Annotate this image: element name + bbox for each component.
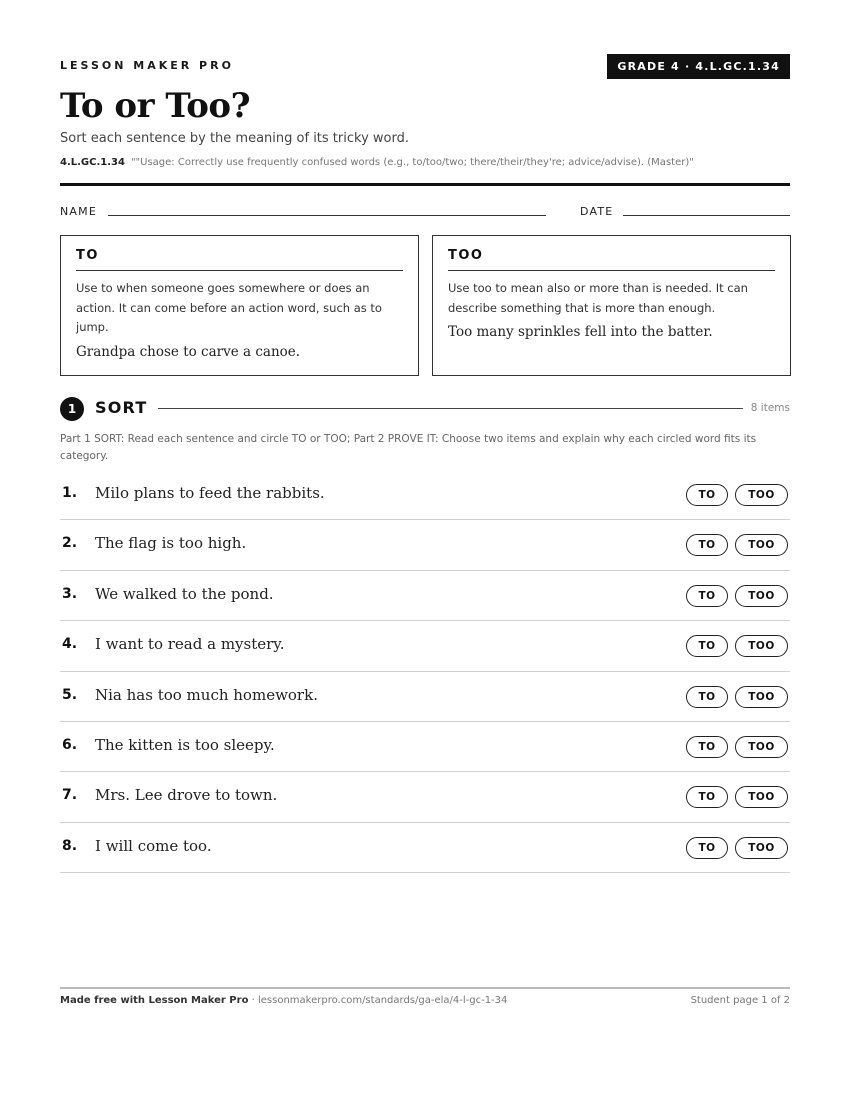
standard-description: ""Usage: Correctly use frequently confused words (e.g., to/too/two; there/their/they're; advice/advise). (Master)" (130, 157, 694, 168)
item-sentence: Milo plans to feed the rabbits. (95, 484, 325, 502)
item-number: 2. (62, 535, 78, 552)
item-count: 8 items (750, 402, 790, 414)
section-title: SORT (95, 398, 148, 417)
standard-code: 4.L.GC.1.34 (60, 157, 125, 168)
definition-heading: TO (76, 248, 403, 271)
list-item (60, 772, 790, 822)
page-subtitle: Sort each sentence by the meaning of its tricky word. (60, 131, 409, 146)
item-sentence: The kitten is too sleepy. (95, 735, 275, 754)
too-option-button[interactable]: TOO (735, 686, 788, 708)
too-option-button[interactable]: TOO (735, 534, 788, 556)
list-item (60, 571, 790, 621)
to-option-button[interactable]: TO (686, 837, 728, 859)
item-number: 5. (62, 686, 78, 703)
definition-text: Use too to mean also or more than is needed. It can describe something that is more than enough. (448, 281, 748, 315)
item-number: 3. (62, 585, 78, 602)
list-item (60, 722, 790, 772)
too-option-button[interactable]: TOO (735, 585, 788, 607)
to-option-button[interactable]: TO (686, 534, 728, 556)
list-item (60, 823, 790, 873)
to-option-button[interactable]: TO (686, 585, 728, 607)
section-number-badge: 1 (60, 397, 84, 421)
too-option-button[interactable]: TOO (735, 837, 788, 859)
item-sentence: Mrs. Lee drove to town. (95, 786, 278, 805)
item-sentence: I want to read a mystery. (95, 635, 285, 654)
footer-divider (60, 987, 790, 989)
definition-box-too (432, 235, 791, 376)
to-option-button[interactable]: TO (686, 736, 728, 758)
item-sentence: Nia has too much homework. (95, 685, 318, 704)
section-instructions: Part 1 SORT: Read each sentence and circle TO or TOO; Part 2 PROVE IT: Choose two items and explain why each circled word fits its category. (60, 433, 757, 462)
name-field[interactable] (108, 215, 546, 216)
item-number: 8. (62, 837, 78, 854)
item-sentence: The flag is too high. (95, 534, 247, 553)
definition-example: Grandpa chose to carve a canoe. (76, 343, 301, 360)
date-field[interactable] (623, 215, 790, 216)
section-divider (158, 408, 743, 409)
item-number: 1. (62, 485, 78, 501)
too-option-button[interactable]: TOO (735, 736, 788, 758)
to-option-button[interactable]: TO (686, 484, 728, 506)
page-title: To or Too? (60, 86, 251, 126)
list-item (60, 621, 790, 671)
list-item (60, 470, 790, 520)
item-sentence: We walked to the pond. (95, 584, 274, 603)
footer-url[interactable]: · lessonmakerpro.com/standards/ga-ela/4-l-gc-1-34 (248, 995, 508, 1006)
name-label: NAME (60, 205, 97, 218)
item-number: 4. (62, 636, 78, 653)
to-option-button[interactable]: TO (686, 635, 728, 657)
definition-text: Use to when someone goes somewhere or does an action. It can come before an action word, such as to jump. (76, 281, 382, 334)
too-option-button[interactable]: TOO (735, 786, 788, 808)
item-sentence: I will come too. (95, 836, 212, 855)
definition-box-to (60, 235, 419, 376)
too-option-button[interactable]: TOO (735, 635, 788, 657)
item-number: 6. (62, 736, 78, 753)
list-item (60, 672, 790, 722)
sentence-list (60, 470, 790, 873)
date-label: DATE (580, 205, 614, 218)
list-item (60, 520, 790, 570)
definition-example: Too many sprinkles fell into the batter. (448, 324, 713, 340)
footer-page-number: Student page 1 of 2 (690, 995, 790, 1006)
worksheet-page (60, 0, 790, 1100)
grade-badge: GRADE 4 · 4.L.GC.1.34 (607, 54, 790, 79)
too-option-button[interactable]: TOO (735, 484, 788, 506)
to-option-button[interactable]: TO (686, 686, 728, 708)
item-number: 7. (62, 787, 78, 804)
brand-name: LESSON MAKER PRO (60, 59, 234, 72)
footer-credit (60, 995, 507, 1006)
header-divider (60, 183, 790, 186)
to-option-button[interactable]: TO (686, 786, 728, 808)
standard-line (60, 157, 694, 168)
definition-heading: TOO (448, 248, 775, 271)
footer-made-with: Made free with Lesson Maker Pro (60, 995, 249, 1006)
